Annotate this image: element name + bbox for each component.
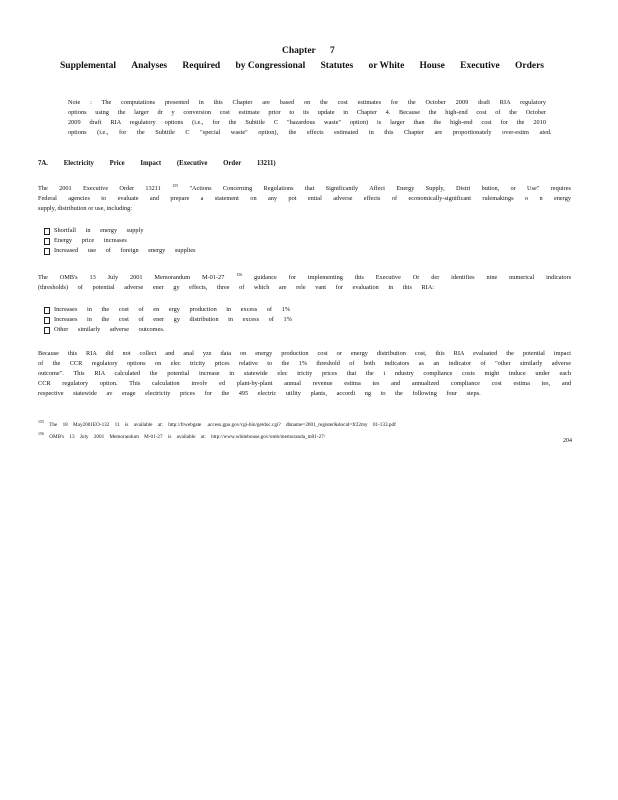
footnote-text: OMB's 13 July 2001 Memorandum M-01-27 is available at: http://www.whitehouse.gov/omb/memoranda_m01-27/ xyxy=(49,433,326,440)
footnote-number: 156 xyxy=(38,430,44,436)
section-heading: 7A. Electricity Price Impact (Executive Order 13211) xyxy=(38,160,276,167)
chapter-title-word: House xyxy=(419,61,445,71)
omb-text: guidance for implementing this Executive Or der identifies nine numerical indicators xyxy=(254,274,572,281)
note-line: Note : The computations presented in this Chapter are based on the cost estimates for the October 2009 draft RIA regulatory xyxy=(68,99,546,106)
list-item xyxy=(44,315,292,325)
footnote-text: The 18 May2001EO-132 11 is available at: http://frwebgate .access.gpo.gov/cgi-bin/getdoc.cgi? dbname=2001_register&docid=fr22my 01-133.pdf xyxy=(49,422,396,428)
paragraph-line: (thresholds) of potential adverse ener gy effects, three of which are rele vant for evaluation in this RIA: xyxy=(38,284,435,291)
list-item xyxy=(44,226,195,236)
intro-text: "Actions Concerning Regulations that Significantly Affect Energy Supply, Distri bution, or Use" requires xyxy=(189,185,571,192)
paragraph-line: outcome". This RIA calculated the potential increase in statewide elec tricity prices that the i ndustry compliance costs might induce under each xyxy=(38,370,571,377)
chapter-title-word: Required xyxy=(182,61,221,71)
list-item-text: Other similarly adverse outcomes. xyxy=(54,326,165,333)
footnotes xyxy=(38,418,568,441)
closing-paragraph xyxy=(38,349,571,399)
note-block xyxy=(68,98,552,138)
checkbox-bullet-icon xyxy=(44,238,50,245)
page-number: 204 xyxy=(563,438,572,444)
note-line: 2009 draft RIA regulatory options (i.e., for the Subtitle C "hazardous waste" option) is larger than the high-end cost for the 2010 xyxy=(68,119,546,126)
paragraph-line: of the CCR regulatory options on elec tricity prices relative to the 1% threshold of both indicators as an indicator of "other similarly adverse xyxy=(38,360,571,367)
footnote xyxy=(38,418,568,430)
footnote-ref: 156 xyxy=(236,272,243,277)
checkbox-bullet-icon xyxy=(44,307,50,314)
list-item-text: Increased use of foreign energy supplies xyxy=(54,247,196,254)
footnote-ref: 155 xyxy=(172,183,179,188)
chapter-number: Chapter 7 xyxy=(282,46,335,56)
paragraph-line: Because this RIA did not collect and anal yze data on energy production cost or energy distribution cost, this RIA evaluated the potential impact xyxy=(38,350,571,357)
chapter-title-word: Supplemental xyxy=(60,61,116,71)
list-item xyxy=(44,246,195,256)
paragraph-line: supply, distribution or use, including: xyxy=(38,205,133,212)
chapter-title-word: Orders xyxy=(514,61,544,71)
omb-text: The OMB's 13 July 2001 Memorandum M-01-27 xyxy=(38,274,225,281)
chapter-title-word: Statutes xyxy=(320,61,354,71)
list-item-text: Increases in the cost of en ergy production in excess of 1% xyxy=(54,306,290,313)
list-item-text: Shortfall in energy supply xyxy=(54,227,144,234)
chapter-title-word: Executive xyxy=(460,61,500,71)
paragraph-line xyxy=(38,270,571,283)
checkbox-bullet-icon xyxy=(44,327,50,334)
note-line: options (i.e., for the Subtitle C "special waste" option), the effects estimated in this Chapter are proportionately over-estim ated. xyxy=(68,129,552,136)
paragraph-line: CCR regulatory option. This calculation involv ed plant-by-plant annual revenue estima tes and annualized compliance cost estima tes, and xyxy=(38,380,571,387)
checkbox-bullet-icon xyxy=(44,228,50,235)
checkbox-bullet-icon xyxy=(44,248,50,255)
paragraph-line xyxy=(38,181,571,194)
omb-paragraph xyxy=(38,270,571,293)
chapter-title-word: by Congressional xyxy=(235,61,306,71)
paragraph-line: respective statewide av erage electricity prices for the 495 electric utility plants, accordi ng to the following four steps. xyxy=(38,390,481,397)
chapter-title-word: or White xyxy=(368,61,405,71)
bullet-list-indicators xyxy=(44,305,292,335)
intro-paragraph xyxy=(38,181,571,214)
chapter-title xyxy=(60,61,544,71)
chapter-title-word: Analyses xyxy=(131,61,168,71)
bullet-list-energy xyxy=(44,226,195,256)
list-item-text: Energy price increases xyxy=(54,237,127,244)
checkbox-bullet-icon xyxy=(44,317,50,324)
list-item xyxy=(44,325,292,335)
footnote-number: 155 xyxy=(38,419,44,424)
list-item-text: Increases in the cost of ener gy distribution in excess of 1% xyxy=(54,316,292,323)
note-line: options using the larger dr y conversion cost estimate prior to its update in Chapter 4. Because the high-end cost of the October xyxy=(68,109,546,116)
list-item xyxy=(44,236,195,246)
list-item xyxy=(44,305,292,315)
footnote xyxy=(38,430,568,442)
paragraph-line: Federal agencies to evaluate and prepare a statement on any pot ential adverse effects of economically-significant rulemakings o n energy xyxy=(38,195,571,202)
intro-text: The 2001 Executive Order 13211 xyxy=(38,185,161,192)
